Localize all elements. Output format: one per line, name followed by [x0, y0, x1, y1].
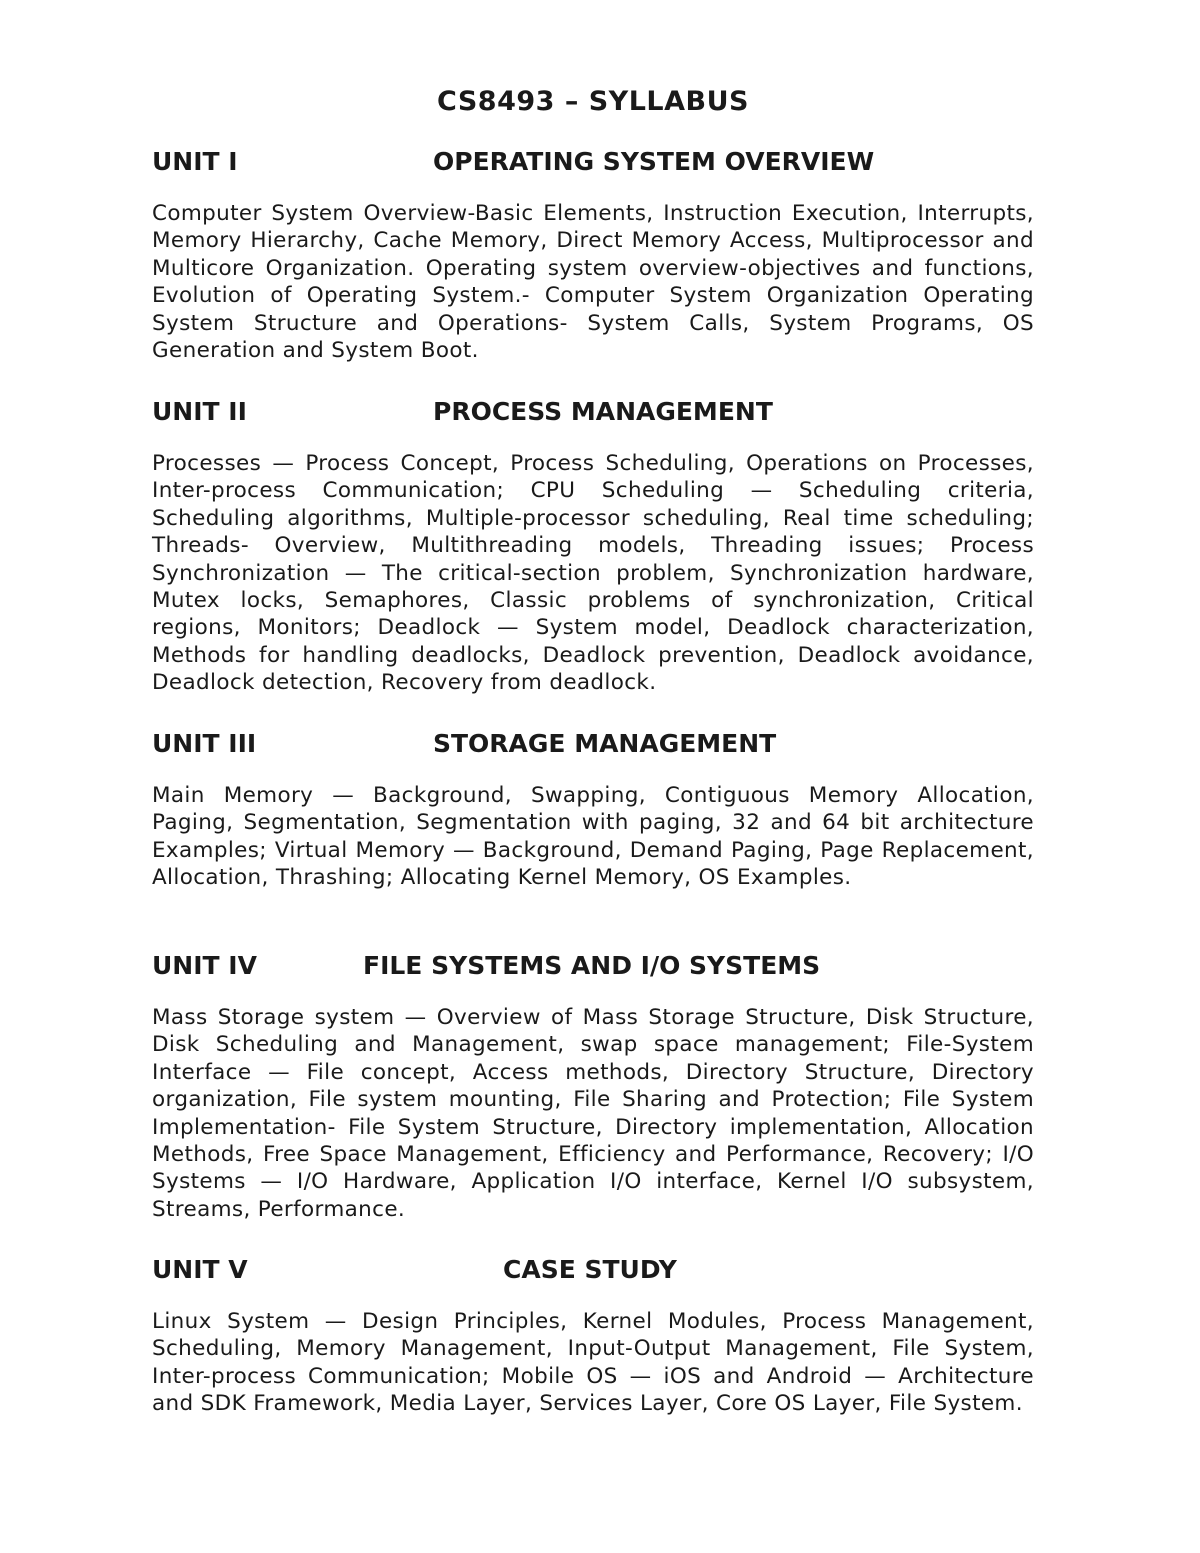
unit-title: PROCESS MANAGEMENT	[433, 397, 773, 426]
unit-title: STORAGE MANAGEMENT	[433, 729, 777, 758]
unit-section-2	[152, 394, 1034, 718]
unit-label: UNIT III	[152, 729, 257, 758]
unit-heading	[152, 726, 1034, 762]
unit-body: Linux System — Design Principles, Kernel Modules, Process Management, Scheduling, Memory Management, Input-Output Management, File System, Inter-process Communication; Mobile OS — iOS and Android — Architecture and SDK Framework, Media Layer, Services Layer, Core OS Layer, File System.	[152, 1309, 1034, 1417]
unit-title: OPERATING SYSTEM OVERVIEW	[433, 147, 875, 176]
unit-heading	[152, 1252, 1034, 1288]
unit-label: UNIT V	[152, 1255, 248, 1284]
document-title: CS8493 – SYLLABUS	[437, 86, 749, 117]
unit-section-4	[152, 948, 1034, 1245]
unit-body: Processes — Process Concept, Process Scheduling, Operations on Processes, Inter-process Communication; CPU Scheduling — Scheduling criteria, Scheduling algorithms, Multiple-processor scheduling, Real time scheduling; Threads- Overview, Multithreading models, Threading issues; Process Synchronization — The critical-section problem, Synchronization hardware, Mutex locks, Semaphores, Classic problems of synchronization, Critical regions, Monitors; Deadlock — System model, Deadlock characterization, Methods for handling deadlocks, Deadlock prevention, Deadlock avoidance, Deadlock detection, Recovery from deadlock.	[152, 451, 1034, 696]
unit-heading	[152, 394, 1034, 430]
unit-title: CASE STUDY	[503, 1255, 677, 1284]
unit-section-5	[152, 1252, 1034, 1439]
unit-label: UNIT II	[152, 397, 247, 426]
unit-body: Computer System Overview-Basic Elements, Instruction Execution, Interrupts, Memory Hierarchy, Cache Memory, Direct Memory Access, Multiprocessor and Multicore Organization. Operating system overview-objectives and functions, Evolution of Operating System.- Computer System Organization Operating System Structure and Operations- System Calls, System Programs, OS Generation and System Boot.	[152, 201, 1034, 364]
unit-heading	[152, 948, 1034, 984]
unit-section-1	[152, 144, 1034, 386]
unit-section-3	[152, 726, 1034, 913]
unit-title: FILE SYSTEMS AND I/O SYSTEMS	[363, 951, 821, 980]
unit-body: Main Memory — Background, Swapping, Contiguous Memory Allocation, Paging, Segmentation, Segmentation with paging, 32 and 64 bit architecture Examples; Virtual Memory — Background, Demand Paging, Page Replacement, Allocation, Thrashing; Allocating Kernel Memory, OS Examples.	[152, 783, 1034, 891]
unit-label: UNIT IV	[152, 951, 257, 980]
unit-body: Mass Storage system — Overview of Mass Storage Structure, Disk Structure, Disk Scheduling and Management, swap space management; File-System Interface — File concept, Access methods, Directory Structure, Directory organization, File system mounting, File Sharing and Protection; File System Implementation- File System Structure, Directory implementation, Allocation Methods, Free Space Management, Efficiency and Performance, Recovery; I/O Systems — I/O Hardware, Application I/O interface, Kernel I/O subsystem, Streams, Performance.	[152, 1005, 1034, 1222]
unit-heading	[152, 144, 1034, 180]
unit-label: UNIT I	[152, 147, 238, 176]
